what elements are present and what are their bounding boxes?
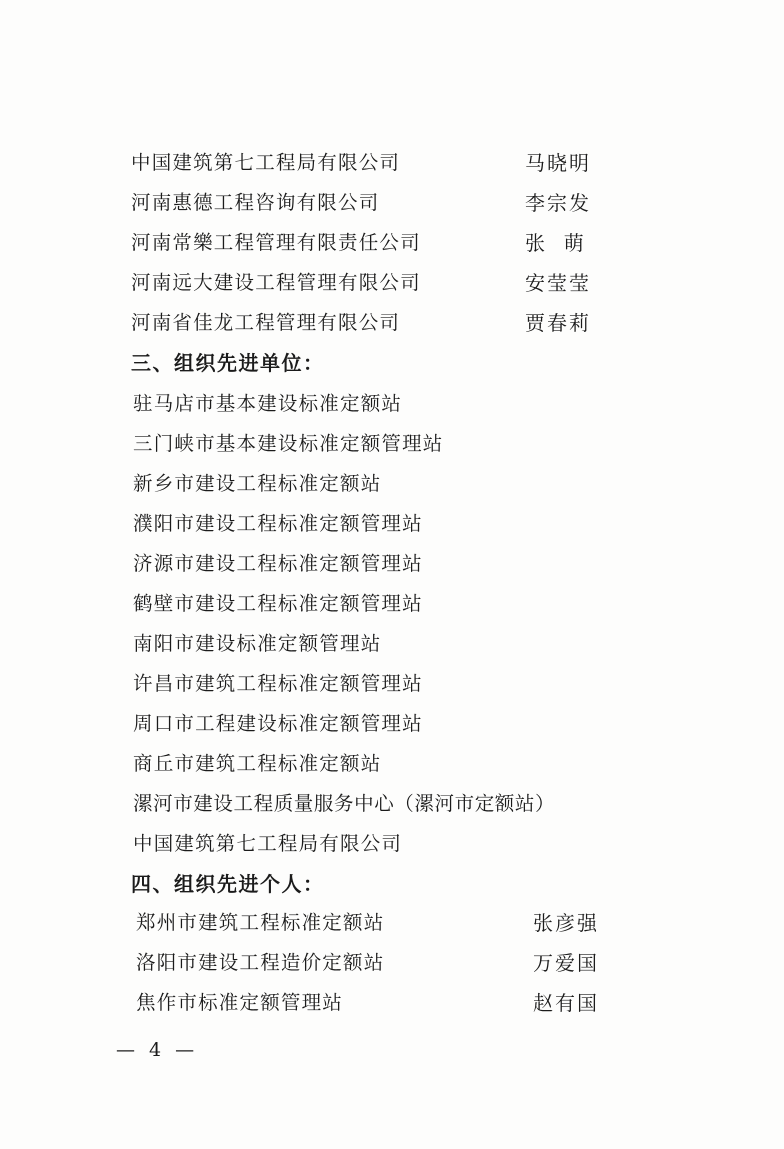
organization-name: 周口市工程建设标准定额管理站	[133, 712, 423, 735]
person-name: 李宗发	[525, 191, 591, 215]
organization-name: 商丘市建筑工程标准定额站	[133, 752, 382, 775]
organization-name: 中国建筑第七工程局有限公司	[133, 832, 403, 855]
list-item	[0, 468, 784, 508]
list-item	[0, 147, 784, 187]
list-item	[0, 748, 784, 788]
organization-name: 济源市建设工程标准定额管理站	[133, 552, 423, 575]
list-item	[0, 708, 784, 748]
list-item	[0, 548, 784, 588]
person-name: 赵有国	[533, 991, 599, 1015]
list-item	[0, 828, 784, 868]
list-item	[0, 267, 784, 307]
organization-name: 新乡市建设工程标准定额站	[133, 472, 382, 495]
organization-name: 河南省佳龙工程管理有限公司	[131, 311, 401, 334]
list-item	[0, 187, 784, 227]
list-item	[0, 947, 784, 987]
list-item	[0, 628, 784, 668]
organization-name: 洛阳市建设工程造价定额站	[136, 951, 385, 974]
person-name: 安莹莹	[525, 271, 591, 295]
organization-name: 驻马店市基本建设标准定额站	[133, 392, 403, 415]
organization-name: 河南远大建设工程管理有限公司	[131, 271, 421, 294]
organization-name: 漯河市建设工程质量服务中心（漯河市定额站）	[133, 792, 556, 815]
list-item	[0, 307, 784, 347]
person-name: 贾春莉	[525, 311, 591, 335]
person-name: 张彦强	[533, 911, 599, 935]
section-heading: 三、组织先进单位：	[131, 351, 325, 375]
list-item	[0, 508, 784, 548]
list-item	[0, 668, 784, 708]
organization-name: 南阳市建设标准定额管理站	[133, 632, 382, 655]
organization-name: 郑州市建筑工程标准定额站	[136, 911, 385, 934]
page-number: — 4 —	[116, 1039, 199, 1061]
organization-name: 河南常樂工程管理有限责任公司	[131, 231, 421, 254]
section-heading-row	[0, 347, 784, 387]
section-heading-row	[0, 868, 784, 908]
organization-name: 许昌市建筑工程标准定额管理站	[133, 672, 423, 695]
list-item	[0, 907, 784, 947]
organization-name: 鹤壁市建设工程标准定额管理站	[133, 592, 423, 615]
organization-name: 河南惠德工程咨询有限公司	[131, 191, 380, 214]
list-item	[0, 788, 784, 828]
organization-name: 焦作市标准定额管理站	[136, 991, 344, 1014]
list-item	[0, 588, 784, 628]
person-name: 万爱国	[533, 951, 599, 975]
person-name: 马晓明	[525, 151, 591, 175]
organization-name: 中国建筑第七工程局有限公司	[131, 151, 401, 174]
list-item	[0, 987, 784, 1027]
list-item	[0, 428, 784, 468]
person-name: 张 萌	[525, 231, 586, 255]
list-item	[0, 388, 784, 428]
section-heading: 四、组织先进个人：	[131, 872, 325, 896]
organization-name: 三门峡市基本建设标准定额管理站	[133, 432, 444, 455]
organization-name: 濮阳市建设工程标准定额管理站	[133, 512, 423, 535]
list-item	[0, 227, 784, 267]
